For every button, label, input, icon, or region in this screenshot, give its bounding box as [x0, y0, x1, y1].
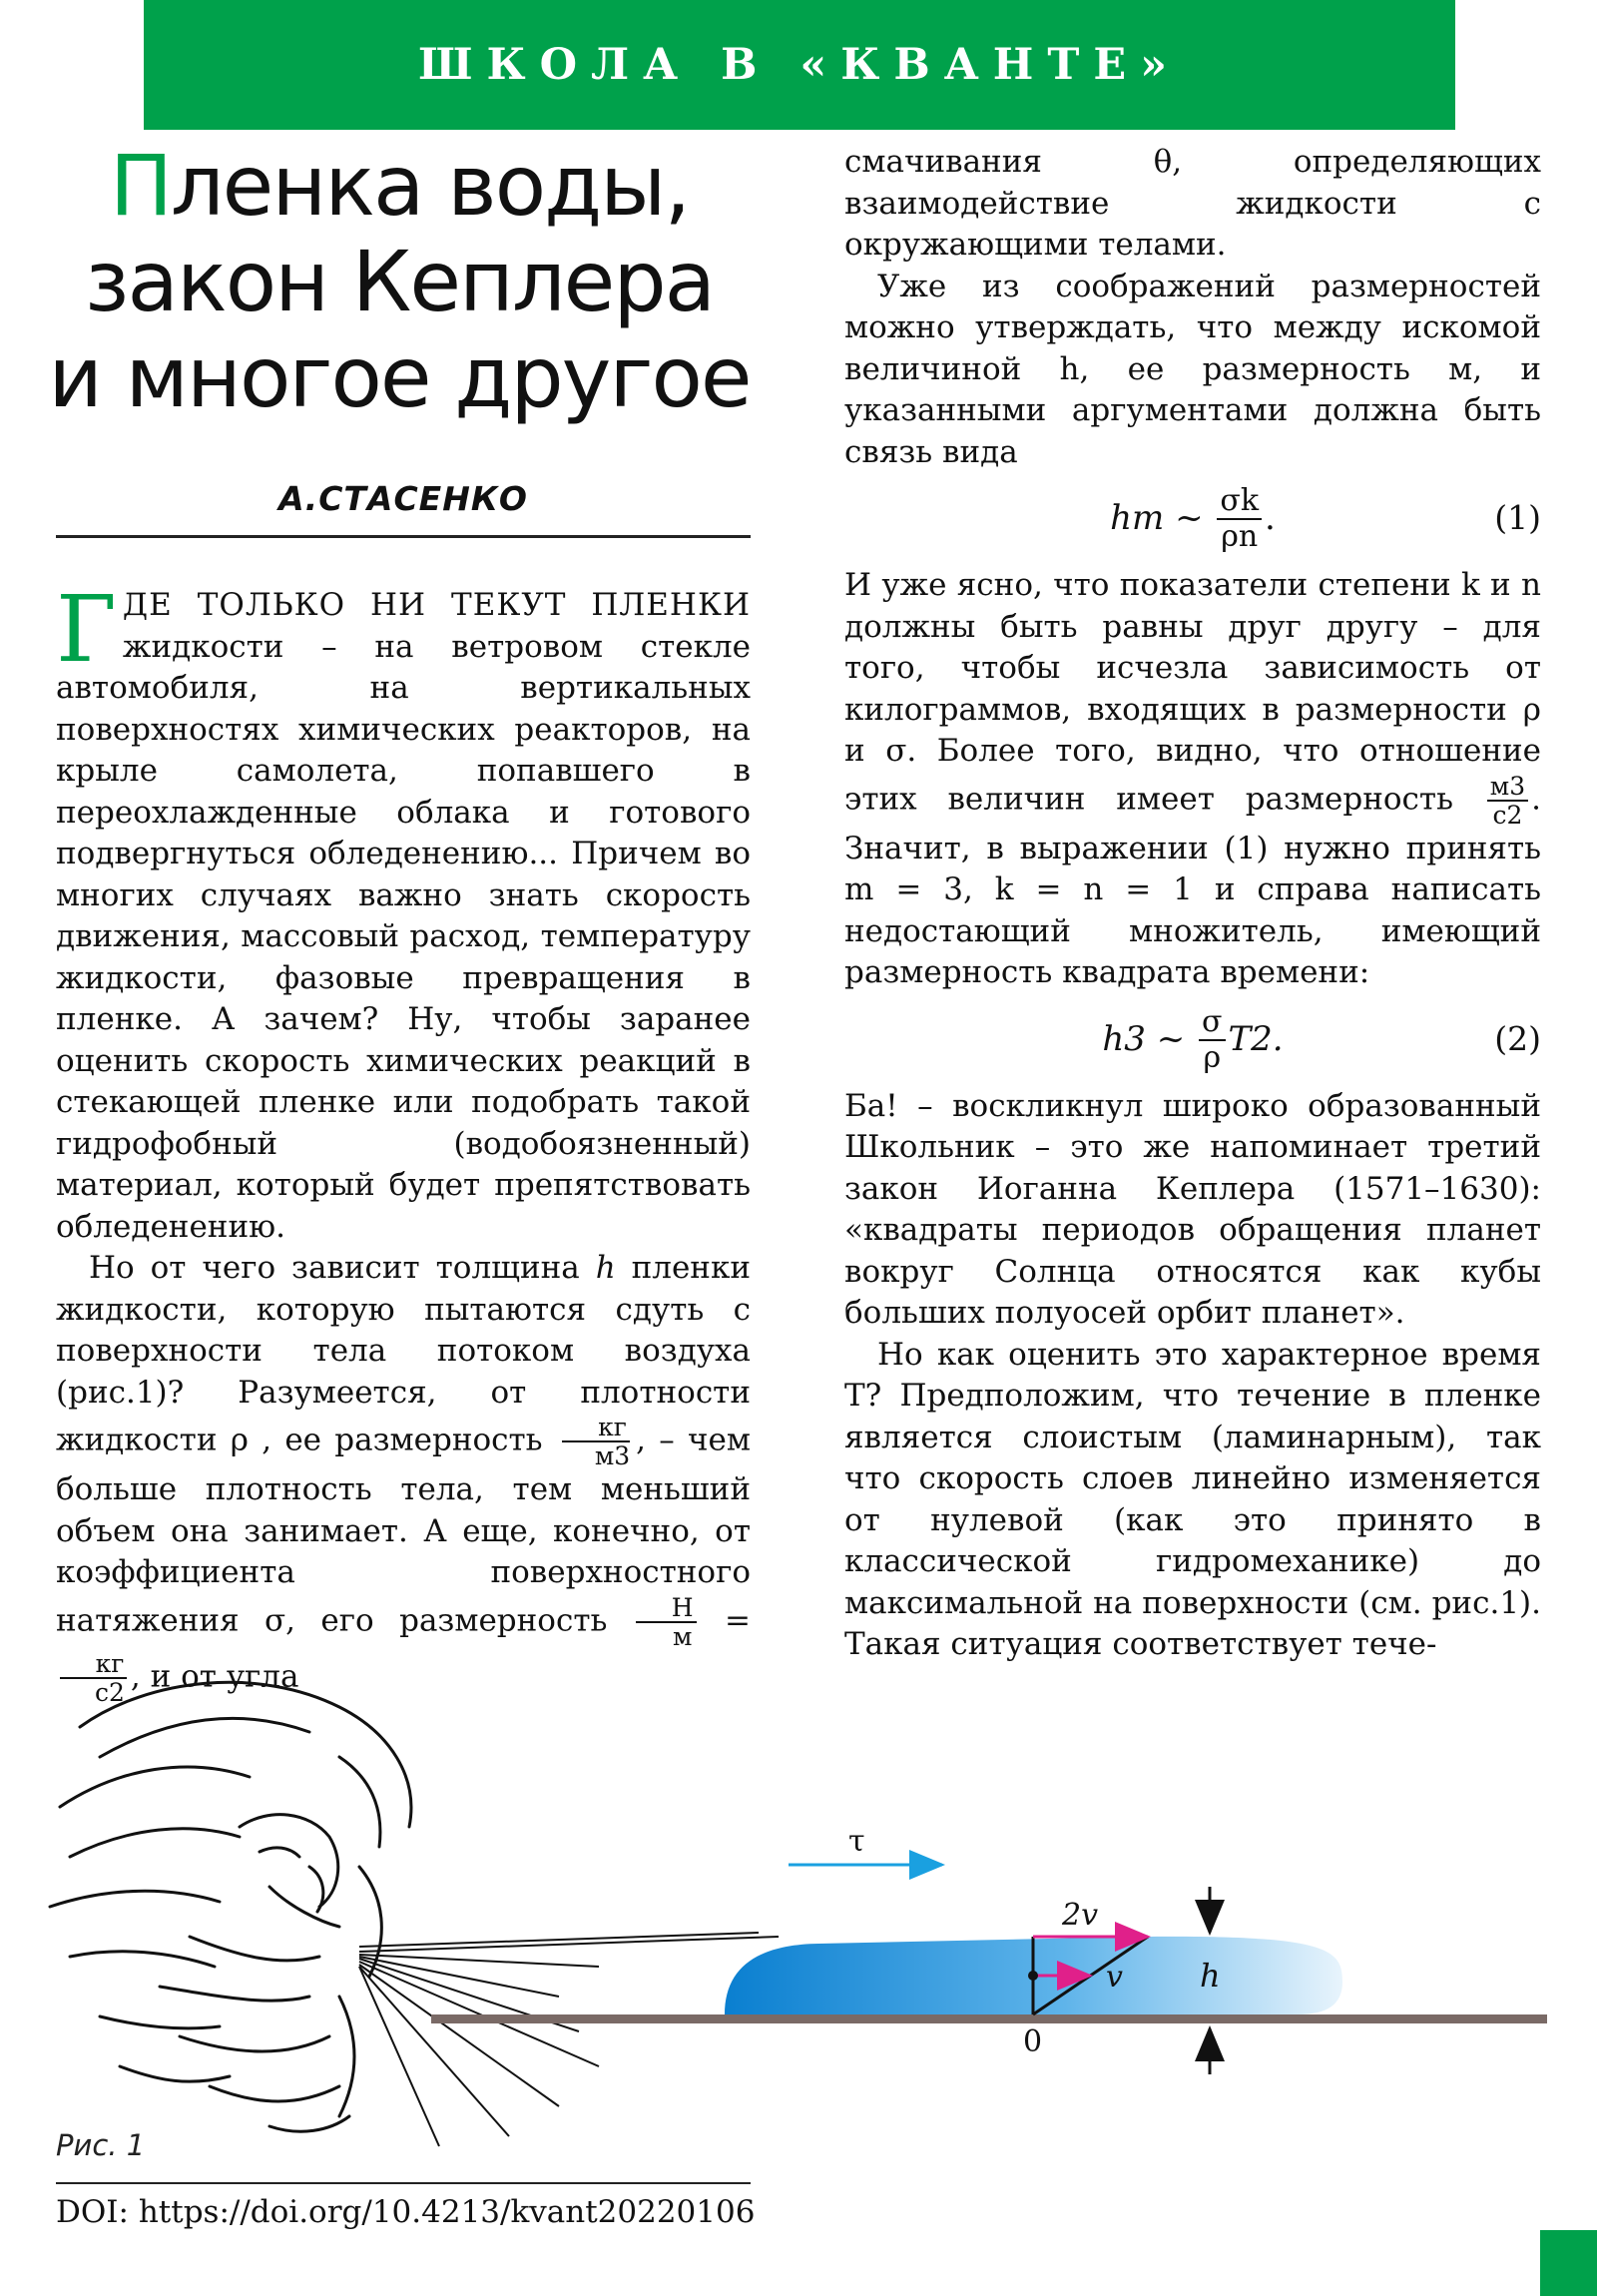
label-0: 0 — [1023, 2024, 1043, 2059]
fraction-numerator: кг — [562, 1414, 630, 1442]
figure-1 — [40, 1637, 1557, 2156]
lead-caps: ДЕ ТОЛЬКО НИ ТЕКУТ ПЛЕНКИ — [122, 587, 751, 623]
fraction-denominator: ρn — [1221, 519, 1259, 554]
page-corner-tab — [1540, 2230, 1597, 2296]
label-tau: τ — [848, 1824, 865, 1859]
equation-2-label: (2) — [1494, 1018, 1541, 1058]
equation-2-tail: T2. — [1228, 1018, 1284, 1059]
p2-text-a: Но от чего зависит толщина — [89, 1250, 580, 1286]
fraction-denominator: с2 — [95, 1677, 125, 1707]
author-rule — [56, 535, 751, 538]
fraction-denominator: м — [672, 1621, 693, 1651]
title-line2: закон Кеплера — [84, 233, 715, 330]
fraction-m3-s2 — [1487, 773, 1528, 829]
label-v: v — [1106, 1960, 1123, 1995]
fraction-numerator: Н — [636, 1594, 697, 1623]
author: А.СТАСЕНКО — [278, 479, 528, 518]
p2-text-c: , – чем больше плотность тела, тем меньший объем она занимает. А еще, конечно, от коэффициента поверхностного натяжения σ, его размерность — [56, 1422, 751, 1638]
p2-text-b: пленки жидкости, которую пытаются сдуть с поверхности тела потоком воздуха (рис.1)? Разумеется, от плотности жидкости ρ , ее размерность — [56, 1250, 752, 1458]
fraction-denominator: с2 — [1492, 800, 1523, 830]
equals-sign: = — [725, 1602, 751, 1638]
title-initial: П — [109, 137, 171, 235]
equation-1-label: (1) — [1494, 498, 1541, 537]
article-title — [40, 138, 759, 425]
right-paragraph-2: Уже из соображений размерностей можно утверждать, что между искомой величиной h, ее размерность м, и указанными аргументами должна быть связь вида — [844, 268, 1541, 470]
breath-lines — [359, 1933, 779, 2146]
fraction-numerator: м3 — [1487, 773, 1528, 802]
fraction-denominator: ρ — [1203, 1039, 1222, 1075]
wind-god-illustration — [50, 1682, 411, 2131]
equation-2-lhs: h3 ~ — [1102, 1018, 1186, 1059]
solid-surface — [431, 2014, 1547, 2023]
equation-1-lhs: hm ~ — [1110, 498, 1204, 539]
p2-var-h: h — [595, 1250, 616, 1286]
title-line3: и многое другое — [48, 328, 751, 426]
p2-text-d: , и от угла — [130, 1658, 299, 1694]
title-line1: ленка воды, — [170, 137, 690, 235]
fraction-numerator: σk — [1217, 484, 1262, 520]
right-paragraph-1: смачивания θ, определяющих взаимодействие жидкости с окружающими телами. — [844, 144, 1541, 263]
equation-1-fraction — [1217, 484, 1262, 554]
section-title: ШКОЛА В «КВАНТЕ» — [417, 40, 1182, 90]
equation-1-tail: . — [1265, 498, 1276, 539]
equation-1 — [844, 473, 1541, 565]
fraction-numerator: σ — [1199, 1005, 1225, 1041]
left-paragraph-1 — [56, 576, 751, 1248]
right-paragraph-4: Ба! – воскликнул широко образованный Школьник – это же напоминает третий закон Иоганна Кеплера (1571–1630): «квадраты периодов обращения планет вокруг Солнца относятся как кубы больших полуосей орбит планет». — [844, 1087, 1541, 1331]
fraction-denominator: м3 — [594, 1441, 631, 1470]
profile-mid-dot — [1028, 1971, 1038, 1981]
doi-rule — [56, 2182, 751, 2184]
doi-link[interactable]: DOI: https://doi.org/10.4213/kvant20220106 — [56, 2194, 756, 2230]
fraction-rho-units — [559, 1414, 633, 1469]
figure-caption: Рис. 1 — [56, 2128, 146, 2162]
right-column — [844, 142, 1541, 1666]
equation-2-fraction — [1199, 1005, 1225, 1075]
p3-text-a: И уже ясно, что показатели степени k и n должны быть равны друг другу – для того, чтобы исчезла зависимость от килограммов, входящих в размерности ρ и σ. Более того, видно, что отношение этих величин имеет размерность — [844, 567, 1541, 817]
left-column — [56, 576, 752, 1707]
label-2v: 2v — [1062, 1898, 1099, 1933]
fraction-numerator: кг — [60, 1650, 128, 1679]
right-paragraph-3 — [844, 565, 1541, 994]
drop-cap: Г — [56, 576, 117, 683]
p3-text-b: . Значит, в выражении (1) нужно принять m = 3, k = n = 1 и справа написать недостающий множитель, имеющий размерность квадрата времени: — [844, 781, 1541, 990]
left-paragraph-1-text: жидкости – на ветровом стекле автомобиля, на вертикальных поверхностях химических реакторов, на крыле самолета, попавшего в переохлажденные облака и готового подвергнуться обледенению... Причем во многих случаях важно знать скорость движения, массовый расход, температуру жидкости, фазовые превращения в пленке. А зачем? Ну, чтобы заранее оценить скорость химических реакций в стекающей пленке или подобрать такой гидрофобный (водобоязненный) материал, который будет препятствовать обледенению. — [56, 628, 751, 1245]
section-banner — [144, 0, 1455, 130]
label-h: h — [1200, 1957, 1221, 1995]
equation-2 — [844, 994, 1541, 1086]
right-paragraph-5: Но как оценить это характерное время T? Предположим, что течение в пленке является слоистым (ламинарным), так что скорость слоев линейно изменяется от нулевой (как это принято в классической гидромеханике) до максимальной на поверхности (см. рис.1). Такая ситуация соответствует тече- — [844, 1336, 1541, 1662]
